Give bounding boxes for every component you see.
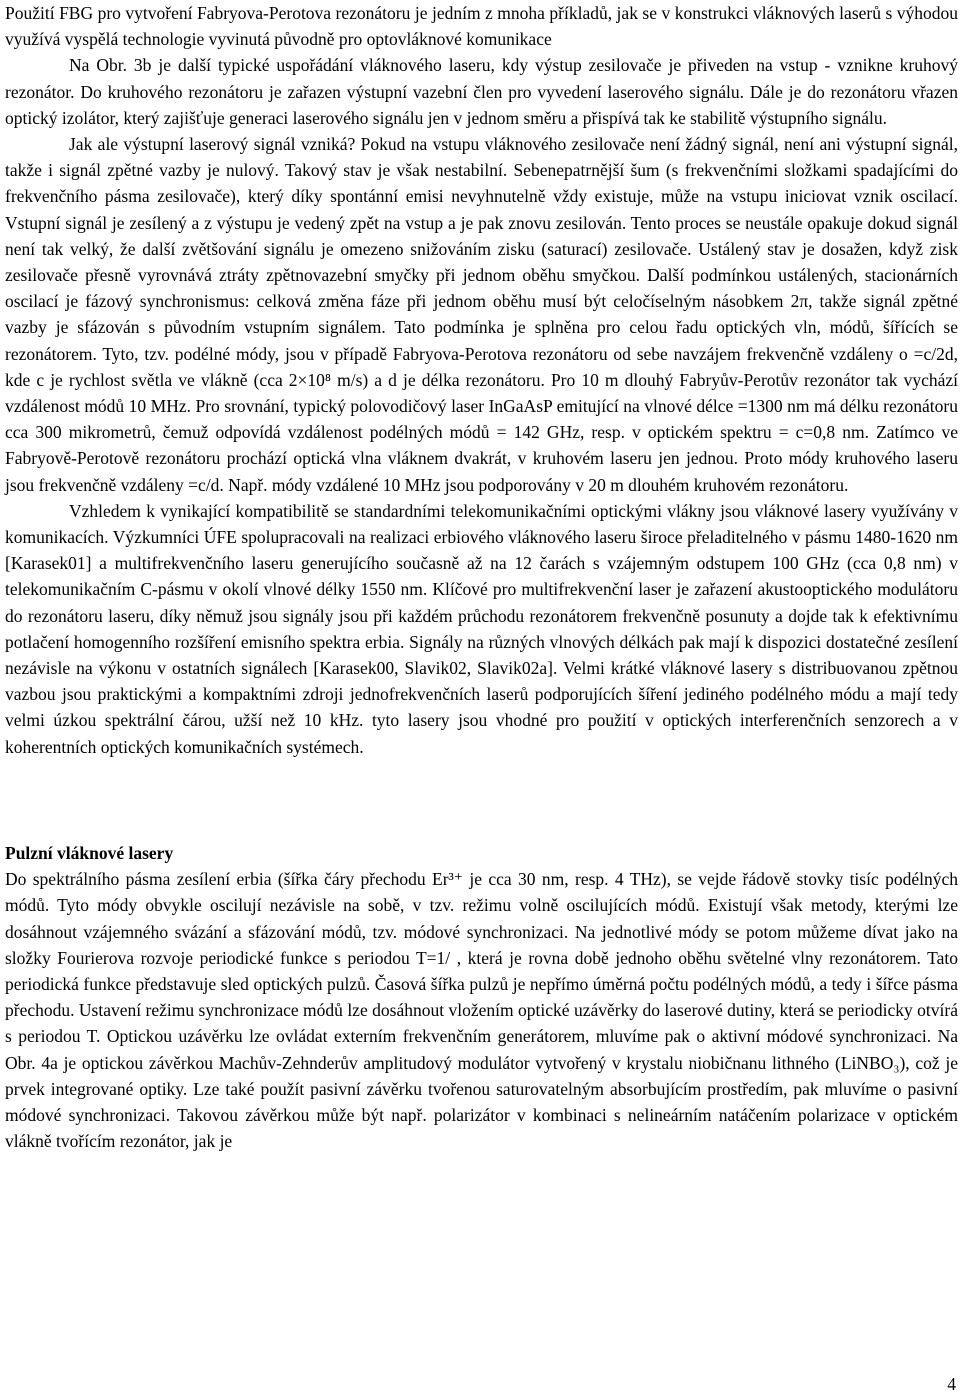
paragraph-pulsed: Do spektrálního pásma zesílení erbia (šířka čáry přechodu Er³⁺ je cca 30 nm, resp. 4 THz), se vejde řádově stovky tisíc podélných módů. Tyto módy obvykle oscilují nezávisle na sobě, v tzv. režimu volně oscilujících módů. Existují však metody, kterými lze dosáhnout vzájemného svázání a sfázování módů, tzv. módové synchronizaci. Na jednotlivé módy se potom můžeme dívat jako na složky Fourierova rozvoje periodické funkce s periodou T=1/ , která je rovna době jednoho oběhu světelné vlny rezonátorem. Tato periodická funkce představuje sled optických pulzů. Časová šířka pulzů je nepřímo úměrná počtu podélných módů, a tedy i šířce pásma přechodu. Ustavení režimu synchronizace módů lze dosáhnout vložením optické uzávěrky do laserové dutiny, která se periodicky otvírá s periodou T. Optickou uzávěrku lze ovládat externím frekvenčním generátorem, mluvíme pak o aktivní módové synchronizaci. Na Obr. 4a je optickou závěrkou Machův-Zehnderův amplitudový modulátor vytvořený v krystalu niobičnanu lithného (LiNBO₃), což je prvek integrované optiky. Lze také použít pasivní závěrku tvořenou saturovatelným absorbujícím prostředím, pak mluvíme o pasivní módové synchronizaci. Takovou závěrkou může být např. polarizátor v kombinaci s nelineárním natáčením polarizace v optickém vlákně tvořícím rezonátor, jak je <box>5 869 958 1152</box>
paragraph-signal-origin: Jak ale výstupní laserový signál vzniká? Pokud na vstupu vláknového zesilovače není žádný signál, není ani výstupní signál, takže i signál zpětné vazby je nulový. Takový stav je však nestabilní. Sebenepatrnější šum (s frekvenčními složkami spadajícími do frekvenčního pásma zesilovače), který díky spontánní emisi nevyhnutelně vždy existuje, může na vstupu iniciovat vznik oscilací. Vstupní signál je zesílený a z výstupu je vedený zpět na vstup a je pak znovu zesilován. Tento proces se neustále opakuje dokud signál není tak velký, že další zvětšování signálu je omezeno snižováním zisku (saturací) zesilovače. Ustálený stav je dosažen, když zisk zesilovače přesně vyrovnává ztráty zpětnovazební smyčky při jednom oběhu smyčkou. Další podmínkou ustálených, stacionárních oscilací je fázový synchronismus: celková změna fáze při jednom oběhu musí být celočíselným násobkem 2π, takže signál zpětné vazby je sfázován s původním vstupním signálem. Tato podmínka je splněna pro celou řadu optických vln, módů, šířících se rezonátorem. Tyto, tzv. podélné módy, jsou v případě Fabryova-Perotova rezonátoru od sebe navzájem frekvenčně vzdáleny o =c/2d, kde c je rychlost světla ve vlákně (cca 2×10⁸ m/s) a d je délka rezonátoru. Pro 10 m dlouhý Fabryův-Perotův rezonátor tak vychází vzdálenost módů 10 MHz. Pro srovnání, typický polovodičový laser InGaAsP emitující na vlnové délce =1300 nm má délku rezonátoru cca 300 mikrometrů, čemuž odpovídá vzdálenost podélných módů = 142 GHz, resp. v optickém spektru = c=0,8 nm. Zatímco ve Fabryově-Perotově rezonátoru prochází optická vlna vláknem dvakrát, v kruhovém laseru jen jednou. Proto módy kruhového laseru jsou frekvenčně vzdáleny =c/d. Např. módy vzdálené 10 MHz jsou podporovány v 20 m dlouhém kruhovém rezonátoru. <box>5 134 958 495</box>
page-number: 4 <box>947 1373 956 1394</box>
paragraph-telecom: Vzhledem k vynikající kompatibilitě se standardními telekomunikačními optickými vlákny jsou vláknové lasery využívány v komunikacích. Výzkumníci ÚFE spolupracovali na realizaci erbiového vláknového laseru široce přeladitelného v pásmu 1480-1620 nm [Karasek01] a multifrekvenčního laseru generujícího současně až na 12 čarách s vzájemným odstupem 100 GHz (cca 0,8 nm) v telekomunikačním C-pásmu v okolí vlnové délky 1550 nm. Klíčové pro multifrekvenční laser je zařazení akustooptického modulátoru do rezonátoru laseru, díky němuž jsou signály jsou při každém průchodu rezonátorem frekvenčně posunuty a dojde tak k efektivnímu potlačení homogenního rozšíření emisního spektra erbia. Signály na různých vlnových délkách pak mají k dispozici dostatečné zesílení nezávisle na výkonu v ostatních signálech [Karasek00, Slavik02, Slavik02a]. Velmi krátké vláknové lasery s distribuovanou zpětnou vazbou jsou praktickými a kompaktními zdroji jednofrekvenčních laserů podporujících šíření jediného podélného módu a mají tedy velmi úzkou spektrální čárou, užší než 10 kHz. tyto lasery jsou vhodné pro použití v optických interferenčních senzorech a v koherentních optických komunikačních systémech. <box>5 500 958 757</box>
paragraph-ring-laser: Na Obr. 3b je další typické uspořádání vláknového laseru, kdy výstup zesilovače je přiveden na vstup - vznikne kruhový rezonátor. Do kruhového rezonátoru je zařazen výstupní vazební člen pro vyvedení laserového signálu. Dále je do rezonátoru vřazen optický izolátor, který zajišťuje generaci laserového signálu jen v jednom směru a přispívá tak ke stabilitě výstupního signálu. <box>5 55 958 128</box>
paragraph-intro: Použití FBG pro vytvoření Fabryova-Perotova rezonátoru je jedním z mnoha příkladů, jak se v konstrukci vláknových laserů s výhodou využívá vyspělá technologie vyvinutá původně pro optovláknové komunikace <box>5 3 958 50</box>
section-heading: Pulzní vláknové lasery <box>5 842 174 863</box>
section-gap <box>5 760 958 840</box>
document-page <box>5 0 958 1154</box>
